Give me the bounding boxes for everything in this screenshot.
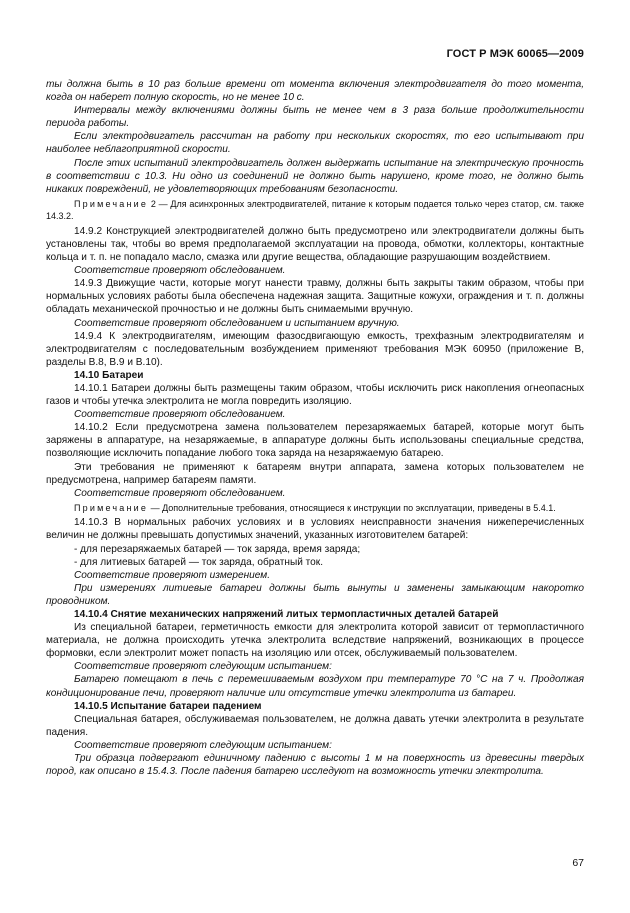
italic-paragraph: Соответствие проверяют следующим испытанием: bbox=[74, 661, 332, 673]
italic-paragraph: Соответствие проверяют обследованием. bbox=[74, 265, 286, 277]
document-body bbox=[46, 78, 584, 778]
italic-paragraph: Три образца подвергают единичному падению с высоты 1 м на поверхность из древесины твердых пород, как описано в 15.4.3. После падения батарею исследуют на возможность утечки электролита. bbox=[46, 753, 584, 778]
body-paragraph: Специальная батарея, обслуживаемая пользователем, не должна давать утечки электролита в результате падения. bbox=[46, 713, 584, 738]
note-label: Примечание bbox=[74, 502, 149, 513]
body-paragraph: 14.10.2 Если предусмотрена замена пользователем перезаряжаемых батарей, которые могут быть заряжены в аппаратуре, на незаряжаемые, в аппаратуре должны быть использованы специальные средства, позволяющие исключить попадание любого тока заряда на незаряжаемую батарею. bbox=[46, 422, 584, 460]
italic-paragraph: После этих испытаний электродвигатель должен выдержать испытание на электрическую прочность в соответствии с 10.3. Ни одно из соединений не должно быть нарушено, кроме того, не должно быть никаких повреждений, не удовлетворяющих требованиям безопасности. bbox=[46, 157, 584, 195]
italic-paragraph: Интервалы между включениями должны быть не менее чем в 3 раза больше продолжительности периода работы. bbox=[46, 105, 584, 130]
italic-paragraph: Соответствие проверяют обследованием. bbox=[74, 487, 286, 499]
list-item: - для перезаряжаемых батарей — ток заряда, время заряда; bbox=[74, 543, 361, 555]
note-text: — Дополнительные требования, относящиеся к инструкции по эксплуатации, приведены в 5.4.1. bbox=[148, 502, 556, 513]
note-paragraph bbox=[46, 502, 584, 515]
note-label: Примечание bbox=[74, 198, 149, 209]
italic-paragraph: Соответствие проверяют обследованием и испытанием вручную. bbox=[74, 317, 400, 329]
standard-header: ГОСТ Р МЭК 60065—2009 bbox=[446, 48, 584, 60]
body-paragraph: 14.9.3 Движущие части, которые могут нанести травму, должны быть закрыты таким образом, чтобы при нормальных условиях работы была обеспечена надежная защита. Защитные кожухи, ограждения и т. п. должны обладать механической прочностью и не должны быть снимаемыми вручную. bbox=[46, 278, 584, 316]
list-item: - для литиевых батарей — ток заряда, обратный ток. bbox=[74, 556, 324, 568]
body-paragraph: Из специальной батареи, герметичность емкости для электролита которой зависит от термопластичного материала, не должна происходить утечка электролита вследствие напряжений, возникающих в процессе формовки, если электролит может попасть на изоляцию или отсек, обслуживаемый пользователем. bbox=[46, 622, 584, 660]
body-paragraph: Эти требования не применяют к батареям внутри аппарата, замена которых пользователем не предусмотрена, например батареям памяти. bbox=[46, 461, 584, 486]
section-heading: 14.10.4 Снятие механических напряжений литых термопластичных деталей батарей bbox=[74, 608, 499, 620]
italic-paragraph: Батарею помещают в печь с перемешиваемым воздухом при температуре 70 °С на 7 ч. Продолжая кондиционирование печи, проверяют наличие или отсутствие утечки электролита из батареи. bbox=[46, 674, 584, 699]
note-paragraph bbox=[46, 198, 584, 223]
italic-paragraph: Соответствие проверяют следующим испытанием: bbox=[74, 739, 332, 751]
note-text: 2 — Для асинхронных электродвигателей, питание к которым подается только через статор, см. также 14.3.2. bbox=[46, 198, 584, 222]
section-heading: 14.10.5 Испытание батареи падением bbox=[74, 700, 262, 712]
body-paragraph: 14.10.1 Батареи должны быть размещены таким образом, чтобы исключить риск накопления огнеопасных газов и чтобы утечка электролита не могла повредить изоляцию. bbox=[46, 382, 584, 408]
italic-paragraph: Соответствие проверяют обследованием. bbox=[74, 409, 286, 421]
italic-paragraph: При измерениях литиевые батареи должны быть вынуты и заменены замыкающим накоротко проводником. bbox=[46, 582, 584, 607]
italic-paragraph: ты должна быть в 10 раз больше времени от момента включения электродвигателя до того момента, когда он наберет полную скорость, но не менее 10 с. bbox=[46, 79, 584, 104]
italic-paragraph: Соответствие проверяют измерением. bbox=[74, 569, 271, 581]
body-paragraph: 14.10.3 В нормальных рабочих условиях и в условиях неисправности значения нижеперечисленных величин не должны превышать допустимых значений, указанных изготовителем батарей: bbox=[46, 517, 584, 542]
body-paragraph: 14.9.2 Конструкцией электродвигателей должно быть предусмотрено или электродвигатели должны быть установлены так, чтобы во время предполагаемой эксплуатации на провода, обмотки, коллекторы, контактные кольца и т. п. не попадало масло, смазка или другие вещества, обладающие разрушающим воздействием. bbox=[46, 225, 584, 264]
page-number: 67 bbox=[572, 857, 584, 869]
section-heading: 14.10 Батареи bbox=[74, 369, 144, 381]
italic-paragraph: Если электродвигатель рассчитан на работу при нескольких скоростях, то его испытывают при наиболее неблагоприятной скорости. bbox=[46, 131, 584, 156]
body-paragraph: 14.9.4 К электродвигателям, имеющим фазосдвигающую емкость, трехфазным электродвигателям и электродвигателям с последовательным возбуждением применяют требования МЭК 60950 (приложение В, разделы В.8, В.9 и В.10). bbox=[46, 330, 584, 368]
